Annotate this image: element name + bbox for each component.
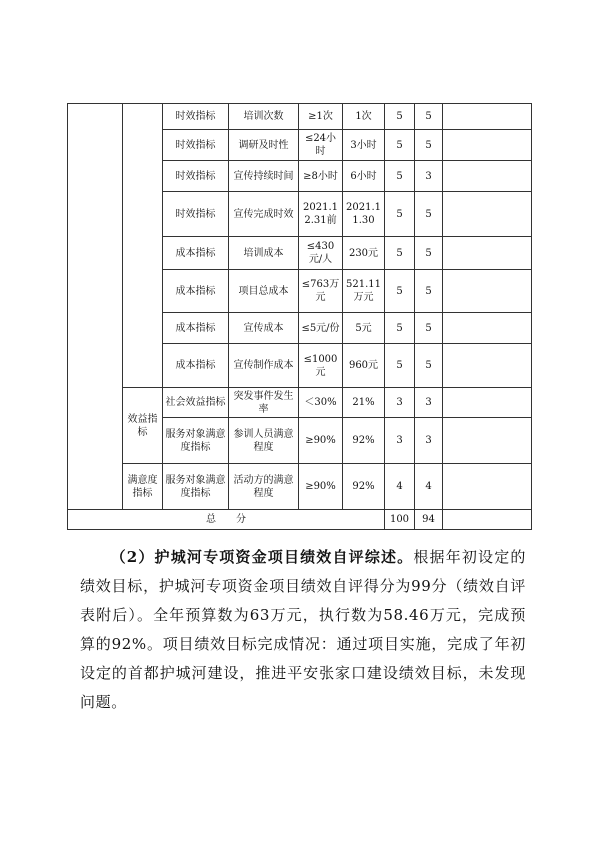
- actual-cell: 92%: [343, 418, 385, 464]
- indicator-cell: 时效指标: [163, 192, 229, 237]
- indicator-cell: 时效指标: [163, 161, 229, 192]
- indicator-cell: 服务对象满意度指标: [163, 464, 229, 510]
- target-cell: ≤24小时: [299, 130, 343, 161]
- weight-cell: 5: [385, 104, 415, 130]
- score-cell: 5: [415, 344, 443, 388]
- score-cell: 5: [415, 130, 443, 161]
- total-label: 总 分: [68, 510, 385, 530]
- indicator-cell: 成本指标: [163, 270, 229, 313]
- total-score: 94: [415, 510, 443, 530]
- weight-cell: 4: [385, 464, 415, 510]
- score-cell: 5: [415, 192, 443, 237]
- blank-cell: [123, 104, 163, 388]
- table-row: [68, 464, 532, 510]
- target-cell: ≤5元/份: [299, 313, 343, 344]
- actual-cell: 230元: [343, 237, 385, 270]
- blank-cell: [443, 270, 532, 313]
- blank-cell: [443, 388, 532, 418]
- item-cell: 宣传完成时效: [229, 192, 299, 237]
- summary-paragraph: [80, 543, 526, 717]
- weight-cell: 5: [385, 130, 415, 161]
- weight-cell: 5: [385, 192, 415, 237]
- blank-cell: [443, 464, 532, 510]
- indicator-cell: 服务对象满意度指标: [163, 418, 229, 464]
- indicator-cell: 社会效益指标: [163, 388, 229, 418]
- blank-cell: [443, 192, 532, 237]
- blank-cell: [443, 161, 532, 192]
- item-cell: 项目总成本: [229, 270, 299, 313]
- blank-cell: [68, 104, 123, 510]
- target-cell: ＜30%: [299, 388, 343, 418]
- weight-cell: 5: [385, 270, 415, 313]
- item-cell: 调研及时性: [229, 130, 299, 161]
- target-cell: ≥1次: [299, 104, 343, 130]
- target-cell: ≤1000元: [299, 344, 343, 388]
- item-cell: 宣传持续时间: [229, 161, 299, 192]
- table-row: [68, 104, 532, 130]
- item-cell: 培训次数: [229, 104, 299, 130]
- indicator-cell: 成本指标: [163, 344, 229, 388]
- actual-cell: 521.11万元: [343, 270, 385, 313]
- actual-cell: 6小时: [343, 161, 385, 192]
- indicator-cell: 时效指标: [163, 130, 229, 161]
- target-cell: ≥8小时: [299, 161, 343, 192]
- blank-cell: [443, 510, 532, 530]
- blank-cell: [443, 344, 532, 388]
- score-cell: 3: [415, 388, 443, 418]
- benefit-category-cell: 效益指标: [123, 388, 163, 464]
- weight-cell: 5: [385, 313, 415, 344]
- weight-cell: 5: [385, 237, 415, 270]
- blank-cell: [443, 313, 532, 344]
- weight-cell: 5: [385, 344, 415, 388]
- score-cell: 4: [415, 464, 443, 510]
- table-row: [68, 388, 532, 418]
- blank-cell: [443, 237, 532, 270]
- blank-cell: [443, 104, 532, 130]
- weight-cell: 3: [385, 388, 415, 418]
- blank-cell: [443, 418, 532, 464]
- blank-cell: [443, 130, 532, 161]
- target-cell: ≥90%: [299, 418, 343, 464]
- actual-cell: 1次: [343, 104, 385, 130]
- total-row: [68, 510, 532, 530]
- weight-cell: 5: [385, 161, 415, 192]
- item-cell: 宣传成本: [229, 313, 299, 344]
- actual-cell: 960元: [343, 344, 385, 388]
- score-cell: 5: [415, 313, 443, 344]
- target-cell: 2021.12.31前: [299, 192, 343, 237]
- item-cell: 活动方的满意程度: [229, 464, 299, 510]
- item-cell: 宣传制作成本: [229, 344, 299, 388]
- indicator-cell: 时效指标: [163, 104, 229, 130]
- target-cell: ≥90%: [299, 464, 343, 510]
- paragraph-body: 根据年初设定的绩效目标，护城河专项资金项目绩效自评得分为99分（绩效自评表附后）。全年预算数为63万元，执行数为58.46万元，完成预算的92%。项目绩效目标完成情况：通过项目实施，完成了年初设定的首都护城河建设，推进平安张家口建设绩效目标，未发现问题。: [80, 548, 526, 711]
- actual-cell: 92%: [343, 464, 385, 510]
- total-weight: 100: [385, 510, 415, 530]
- actual-cell: 21%: [343, 388, 385, 418]
- satisfaction-category-cell: 满意度指标: [123, 464, 163, 510]
- actual-cell: 2021.11.30: [343, 192, 385, 237]
- target-cell: ≤430元/人: [299, 237, 343, 270]
- score-cell: 3: [415, 418, 443, 464]
- item-cell: 突发事件发生率: [229, 388, 299, 418]
- actual-cell: 5元: [343, 313, 385, 344]
- score-cell: 3: [415, 161, 443, 192]
- actual-cell: 3小时: [343, 130, 385, 161]
- item-cell: 参训人员满意程度: [229, 418, 299, 464]
- indicator-cell: 成本指标: [163, 313, 229, 344]
- performance-evaluation-table: [67, 103, 532, 530]
- target-cell: ≤763万元: [299, 270, 343, 313]
- indicator-cell: 成本指标: [163, 237, 229, 270]
- item-cell: 培训成本: [229, 237, 299, 270]
- score-cell: 5: [415, 104, 443, 130]
- weight-cell: 3: [385, 418, 415, 464]
- score-cell: 5: [415, 237, 443, 270]
- score-cell: 5: [415, 270, 443, 313]
- paragraph-lead: （2）护城河专项资金项目绩效自评综述。: [110, 548, 414, 566]
